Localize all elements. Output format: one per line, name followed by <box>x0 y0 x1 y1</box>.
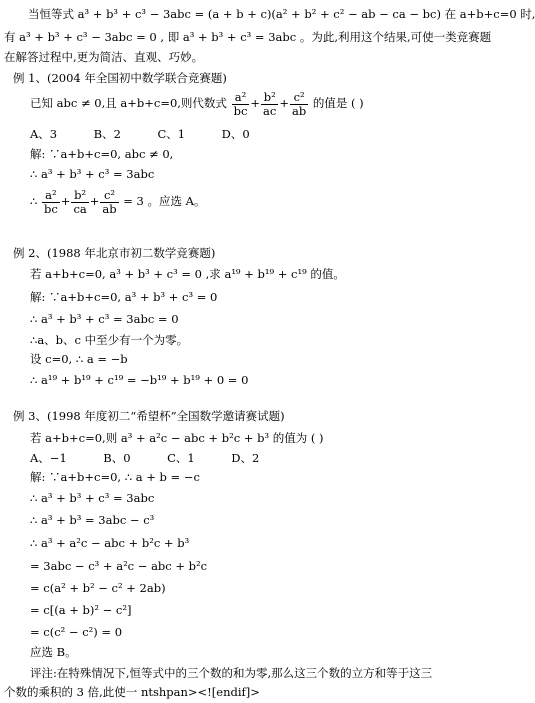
fraction <box>232 91 250 118</box>
numerator: b² <box>261 91 278 105</box>
intro-text: , 即 <box>160 30 180 44</box>
intro-text: 。为此,利用这个结果,可使一类竞赛题 <box>299 30 492 44</box>
solution-line: ∴ a³ + b³ = 3abc − c³ <box>30 513 155 527</box>
numerator: a² <box>232 91 250 105</box>
fraction <box>100 189 118 216</box>
denominator: ab <box>102 201 117 216</box>
denominator: ca <box>73 201 87 216</box>
fraction <box>290 91 308 118</box>
comment-line: 评注:在特殊情况下,恒等式中的三个数的和为零,那么这三个数的立方和等于这三 <box>30 666 433 680</box>
numerator: a² <box>42 189 60 203</box>
denominator: ac <box>263 103 277 118</box>
solution-line: 解: ∵a+b+c=0, abc ≠ 0, <box>30 147 174 161</box>
intro-line-2 <box>4 30 491 44</box>
intro-text: 有 <box>4 30 16 44</box>
solution-line: ∴ a³ + b³ + c³ = 3abc <box>30 491 155 505</box>
solution-line: ∴ a¹⁹ + b¹⁹ + c¹⁹ = −b¹⁹ + b¹⁹ + 0 = 0 <box>30 373 249 387</box>
question-text: 已知 abc ≠ 0,且 a+b+c=0,则代数式 <box>30 96 227 110</box>
numerator: c² <box>100 189 118 203</box>
comment-line: 个数的乘积的 3 倍,此使一 ntshpan><![endif]> <box>4 685 260 699</box>
example-1-title: 例 1、(2004 年全国初中数学联合竞赛题) <box>13 71 227 85</box>
example-3-options: A、−1 B、0 C、1 D、2 <box>30 451 260 465</box>
numerator: c² <box>290 91 308 105</box>
solution-line: = 3abc − c³ + a²c − abc + b²c <box>30 559 208 573</box>
example-1-options: A、3 B、2 C、1 D、0 <box>30 127 250 141</box>
intro-text: 当恒等式 <box>28 7 74 21</box>
solution-line: ∴ $\frac{\text{a²}}{bc}$ + $\frac{\text{b²}}{ca}$ + $\frac{\text{c²}}{ab}$ = 3 。应选 A。 <box>30 187 206 216</box>
solution-line: ∴ a³ + b³ + c³ = 3abc = 0 <box>30 312 179 326</box>
formula: a³ + b³ + c³ = 3abc <box>182 30 297 44</box>
intro-line-3: 在解答过程中,更为简洁、直观、巧妙。 <box>4 50 204 64</box>
formula: a³ + b³ + c³ − 3abc = 0 <box>19 30 157 44</box>
solution-line: = c(a² + b² − c² + 2ab) <box>30 581 166 595</box>
solution-line: 应选 B。 <box>30 645 77 659</box>
intro-line-1 <box>28 7 535 21</box>
example-3-title: 例 3、(1998 年度初二“希望杯”全国数学邀请赛试题) <box>13 409 285 423</box>
example-1-question: 已知 abc ≠ 0,且 a+b+c=0,则代数式 $\frac{\text{a²}}{bc}$ + $\frac{\text{b²}}{ac}$ + $\frac{\text{c²}}{ab}$ 的值是 ( ) <box>30 89 364 118</box>
example-2-question: 若 a+b+c=0, a³ + b³ + c³ = 0 ,求 a¹⁹ + b¹⁹ + c¹⁹ 的值。 <box>30 267 345 281</box>
answer-text: = 3 。应选 A。 <box>123 194 206 208</box>
fraction <box>71 189 88 216</box>
therefore-symbol: ∴ <box>30 194 38 208</box>
identity-formula: a³ + b³ + c³ − 3abc = (a + b + c)(a² + b² + c² − ab − ca − bc) <box>77 7 441 21</box>
question-text: 的值是 ( ) <box>312 96 364 110</box>
solution-line: = c[(a + b)² − c²] <box>30 603 132 617</box>
solution-line: 解: ∵a+b+c=0, a³ + b³ + c³ = 0 <box>30 290 218 304</box>
solution-line: 设 c=0, ∴ a = −b <box>30 352 128 366</box>
numerator: b² <box>71 189 88 203</box>
fraction <box>42 189 60 216</box>
denominator: bc <box>233 103 248 118</box>
solution-line: ∴a、b、c 中至少有一个为零。 <box>30 333 189 347</box>
solution-line: = c(c² − c²) = 0 <box>30 625 123 639</box>
intro-text: 在 a+b+c=0 时, <box>444 7 535 21</box>
example-3-question: 若 a+b+c=0,则 a³ + a²c − abc + b²c + b³ 的值为 ( ) <box>30 431 324 445</box>
example-2-title: 例 2、(1988 年北京市初二数学竞赛题) <box>13 246 216 260</box>
solution-line: ∴ a³ + b³ + c³ = 3abc <box>30 167 155 181</box>
fraction <box>261 91 278 118</box>
denominator: ab <box>291 103 307 118</box>
denominator: bc <box>43 201 58 216</box>
solution-line: 解: ∵a+b+c=0, ∴ a + b = −c <box>30 470 200 484</box>
solution-line: ∴ a³ + a²c − abc + b²c + b³ <box>30 536 190 550</box>
